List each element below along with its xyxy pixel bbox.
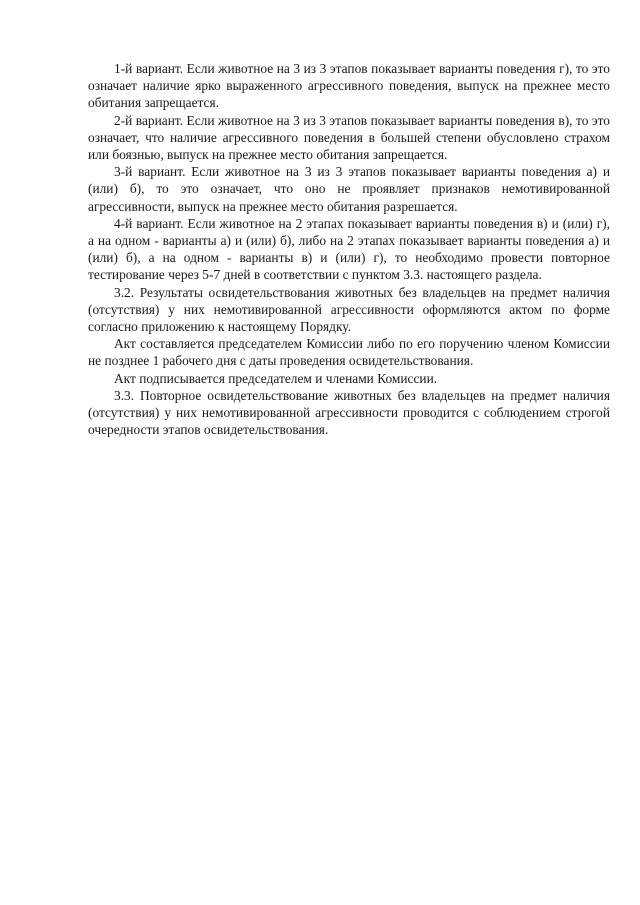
paragraph-section-3-2: 3.2. Результаты освидетельствования животных без владельцев на предмет наличия (отсутствия) у них немотивированной агрессивности оформляются актом по форме согласно приложению к настоящему Порядку. xyxy=(88,284,610,335)
paragraph-variant-2: 2-й вариант. Если животное на 3 из 3 этапов показывает варианты поведения в), то это означает, что наличие агрессивного поведения в большей степени обусловлено страхом или боязнью, выпуск на прежнее место обитания запрещается. xyxy=(88,112,610,163)
paragraph-variant-4: 4-й вариант. Если животное на 2 этапах показывает варианты поведения в) и (или) г), а на одном - варианты а) и (или) б), либо на 2 этапах показывает варианты поведения а) и (или) б), а на одном - варианты в) и (или) г), то необходимо провести повторное тестирование через 5-7 дней в соответствии с пунктом 3.3. настоящего раздела. xyxy=(88,215,610,283)
paragraph-variant-1: 1-й вариант. Если животное на 3 из 3 этапов показывает варианты поведения г), то это означает наличие ярко выраженного агрессивного поведения, выпуск на прежнее место обитания запрещается. xyxy=(88,61,610,111)
paragraph-section-3-3: 3.3. Повторное освидетельствование животных без владельцев на предмет наличия (отсутствия) у них немотивированной агрессивности проводится с соблюдением строгой очередности этапов освидетельствования. xyxy=(88,387,610,438)
paragraph-variant-3: 3-й вариант. Если животное на 3 из 3 этапов показывает варианты поведения а) и (или) б), то это означает, что оно не проявляет признаков немотивированной агрессивности, выпуск на прежнее место обитания разрешается. xyxy=(88,164,610,214)
document-body xyxy=(88,60,610,438)
paragraph-act-signing: Акт подписывается председателем и членами Комиссии. xyxy=(114,370,438,386)
paragraph-act-composition: Акт составляется председателем Комиссии либо по его поручению членом Комиссии не позднее 1 рабочего дня с даты проведения освидетельствования. xyxy=(88,336,610,369)
